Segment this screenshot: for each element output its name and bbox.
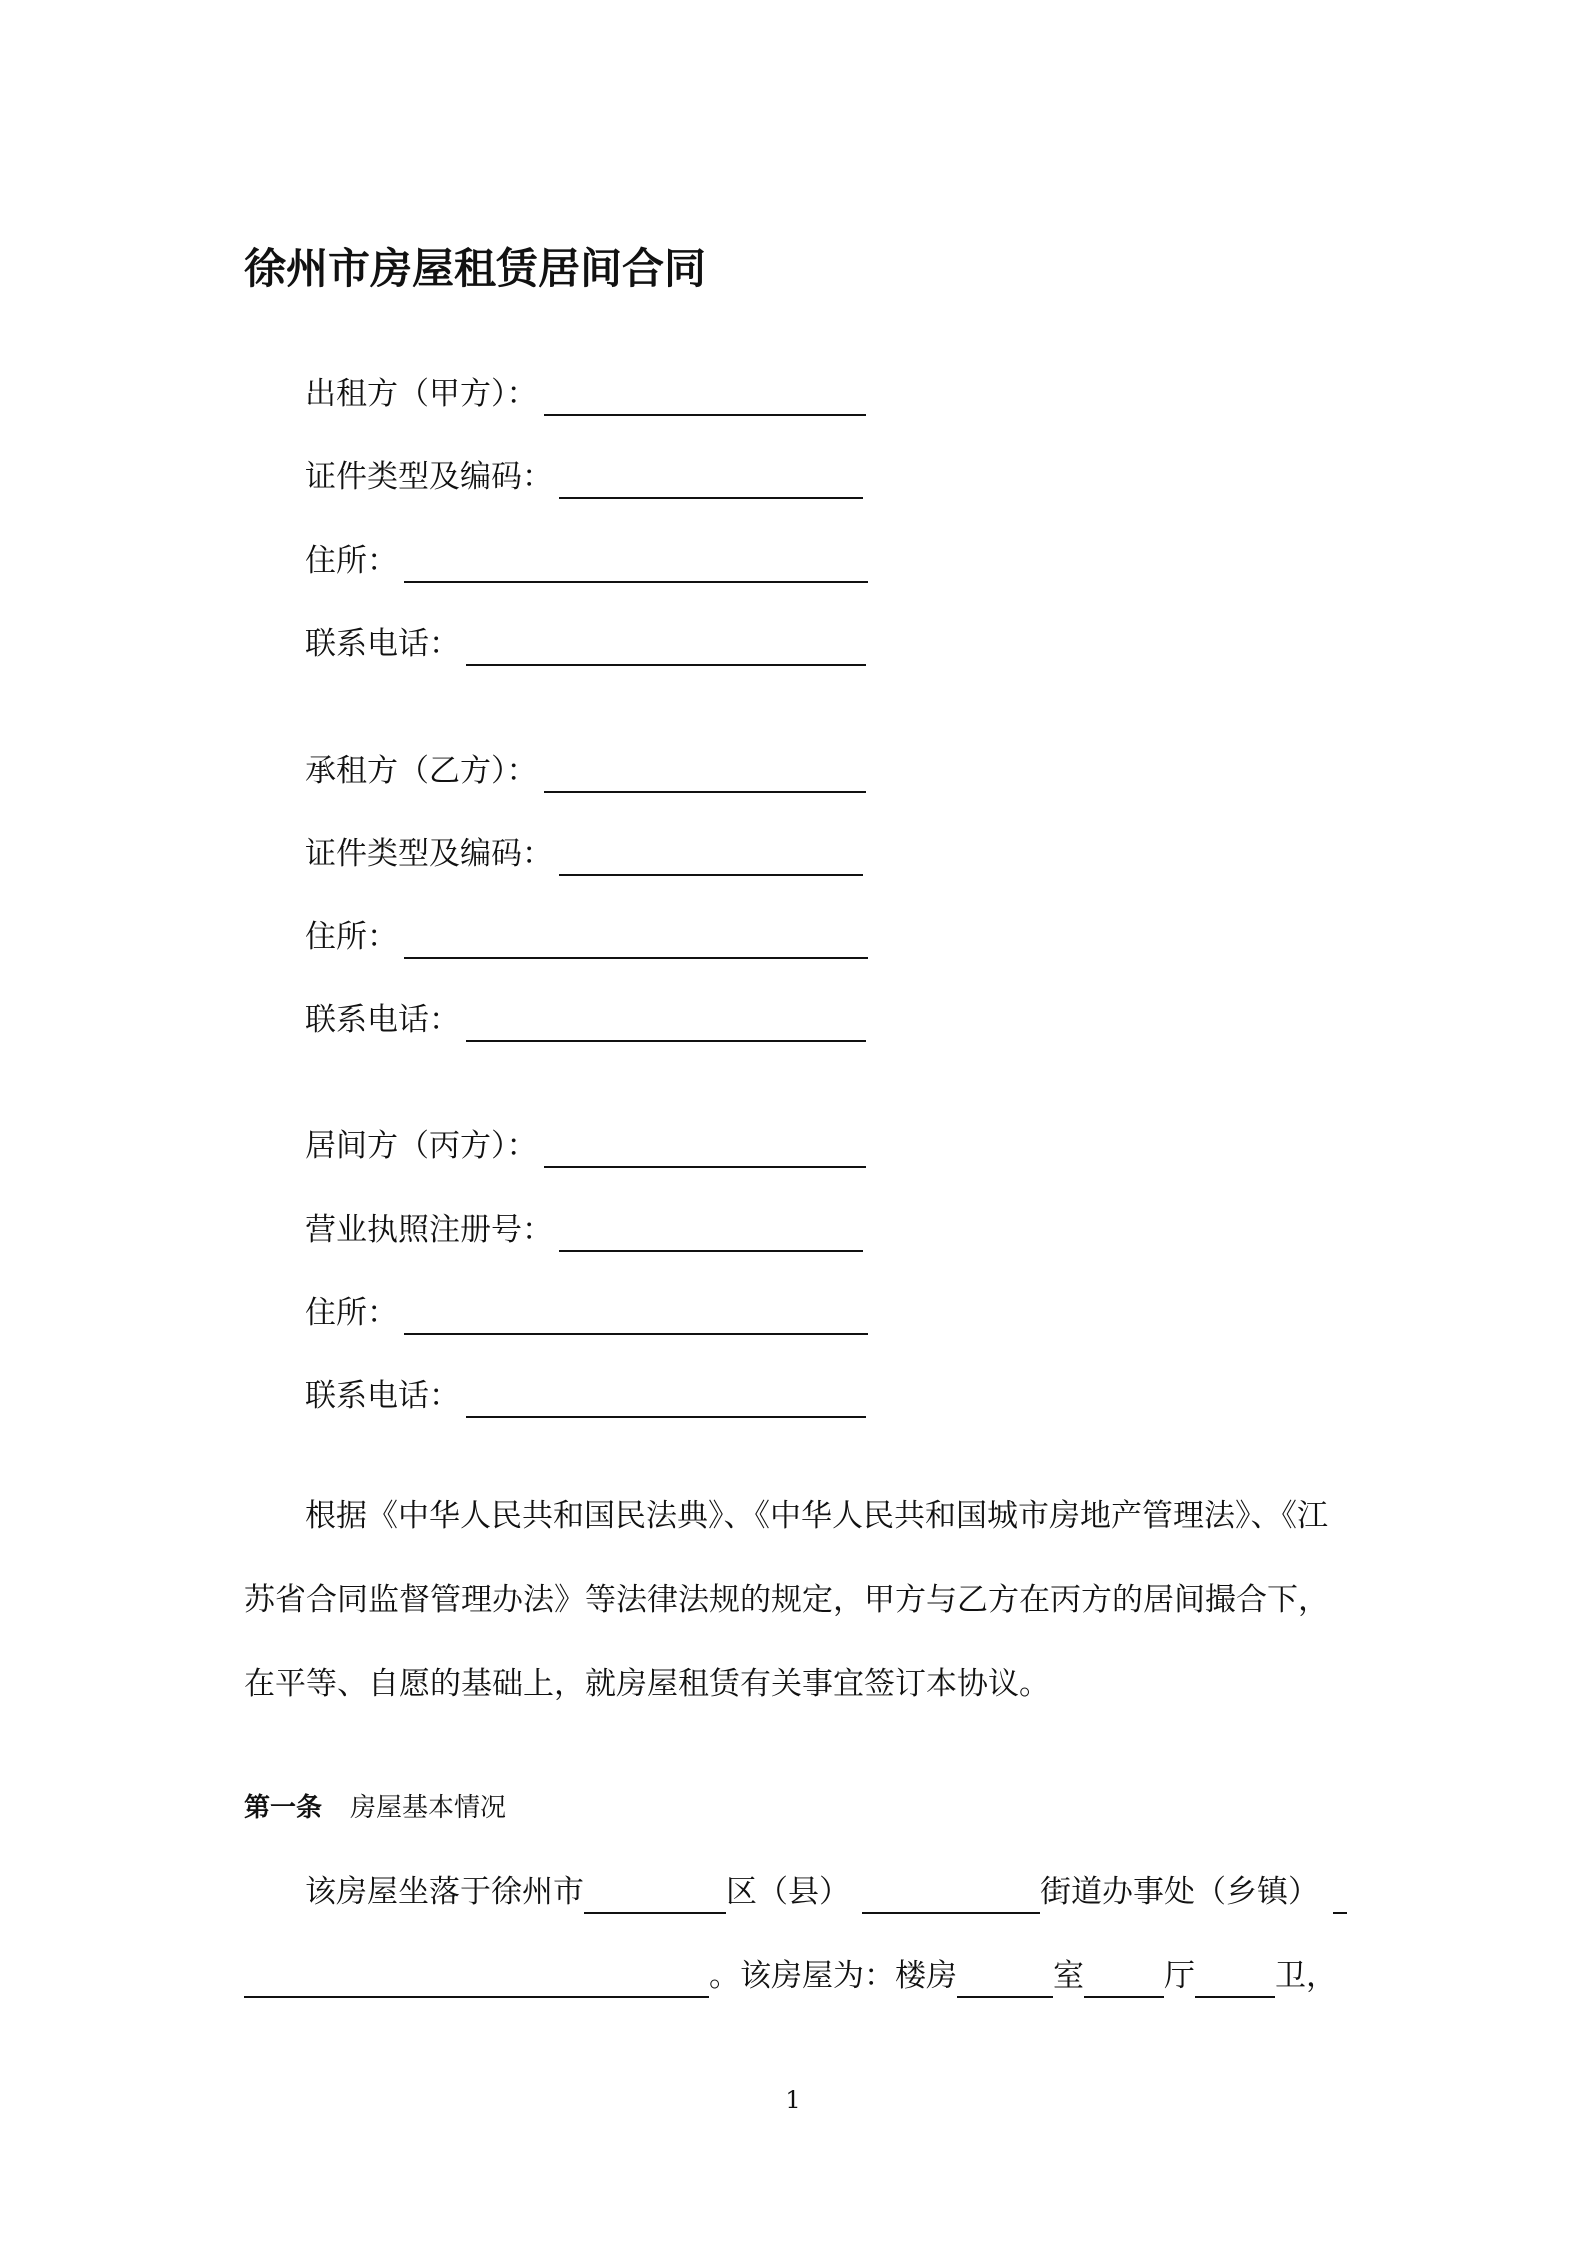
party-b-address-label: 住所：	[305, 919, 398, 955]
party-b-id-field	[305, 826, 863, 876]
party-c-phone-field	[305, 1368, 866, 1418]
street-blank[interactable]	[862, 1874, 1040, 1914]
party-c-name-blank[interactable]	[544, 1126, 866, 1168]
preamble-line-3: 在平等、自愿的基础上，就房屋租赁有关事宜签订本协议。	[244, 1666, 1050, 1702]
party-b-phone-label: 联系电话：	[305, 1002, 460, 1038]
party-a-id-blank[interactable]	[559, 457, 863, 499]
preamble-line-2: 苏省合同监督管理办法》等法律法规的规定，甲方与乙方在丙方的居间撮合下，	[244, 1582, 1329, 1618]
party-c-phone-blank[interactable]	[466, 1376, 866, 1418]
party-b-phone-field	[305, 992, 866, 1042]
party-b-address-blank[interactable]	[404, 917, 868, 959]
party-a-name-blank[interactable]	[544, 374, 866, 416]
party-c-license-field	[305, 1202, 863, 1252]
party-b-phone-blank[interactable]	[466, 1000, 866, 1042]
article-1-title: 房屋基本情况	[350, 1793, 507, 1823]
street-label: 街道办事处（乡镇）	[1040, 1874, 1319, 1910]
bath-label: 卫，	[1275, 1958, 1337, 1994]
preamble-line-1-text: 根据《中华人民共和国民法典》、《中华人民共和国城市房地产管理法》、《江	[305, 1498, 1328, 1534]
party-a-id-label: 证件类型及编码：	[305, 459, 553, 495]
party-c-license-label: 营业执照注册号：	[305, 1212, 553, 1248]
party-c-license-blank[interactable]	[559, 1210, 863, 1252]
party-b-name-blank[interactable]	[544, 751, 866, 793]
party-b-name-field	[305, 743, 866, 793]
article-1-heading	[244, 1787, 506, 1824]
township-blank[interactable]	[1333, 1874, 1347, 1914]
party-c-address-label: 住所：	[305, 1295, 398, 1331]
type-prefix: 。该房屋为：楼房	[709, 1958, 957, 1994]
party-b-id-blank[interactable]	[559, 834, 863, 876]
party-a-name-label: 出租方（甲方）：	[305, 376, 538, 412]
hall-blank[interactable]	[1084, 1958, 1164, 1998]
district-blank[interactable]	[584, 1874, 726, 1914]
document-title: 徐州市房屋租赁居间合同	[244, 244, 707, 293]
bath-blank[interactable]	[1195, 1958, 1275, 1998]
page-number: 1	[785, 2086, 801, 2114]
preamble-paragraph	[244, 1474, 1354, 1726]
article-1-location-line	[305, 1868, 1347, 1914]
party-a-id-field	[305, 449, 863, 499]
room-label: 室	[1053, 1958, 1084, 1994]
party-a-phone-field	[305, 616, 866, 666]
party-a-name-field	[305, 366, 866, 416]
preamble-line-1	[244, 1474, 1354, 1558]
party-c-address-field	[305, 1285, 868, 1335]
party-a-address-label: 住所：	[305, 543, 398, 579]
hall-label: 厅	[1164, 1958, 1195, 1994]
party-c-address-blank[interactable]	[404, 1293, 868, 1335]
party-c-phone-label: 联系电话：	[305, 1378, 460, 1414]
location-prefix: 该房屋坐落于徐州市	[305, 1874, 584, 1910]
room-blank[interactable]	[957, 1958, 1053, 1998]
party-c-name-field	[305, 1118, 866, 1168]
article-1-type-line	[244, 1952, 1337, 1998]
party-a-phone-label: 联系电话：	[305, 626, 460, 662]
party-b-name-label: 承租方（乙方）：	[305, 753, 538, 789]
party-a-address-blank[interactable]	[404, 541, 868, 583]
article-1-number: 第一条	[244, 1793, 323, 1823]
party-a-address-field	[305, 533, 868, 583]
party-b-address-field	[305, 909, 868, 959]
address-detail-blank[interactable]	[244, 1958, 709, 1998]
party-a-phone-blank[interactable]	[466, 624, 866, 666]
party-c-name-label: 居间方（丙方）：	[305, 1128, 538, 1164]
district-label: 区（县）	[726, 1874, 850, 1910]
party-b-id-label: 证件类型及编码：	[305, 836, 553, 872]
